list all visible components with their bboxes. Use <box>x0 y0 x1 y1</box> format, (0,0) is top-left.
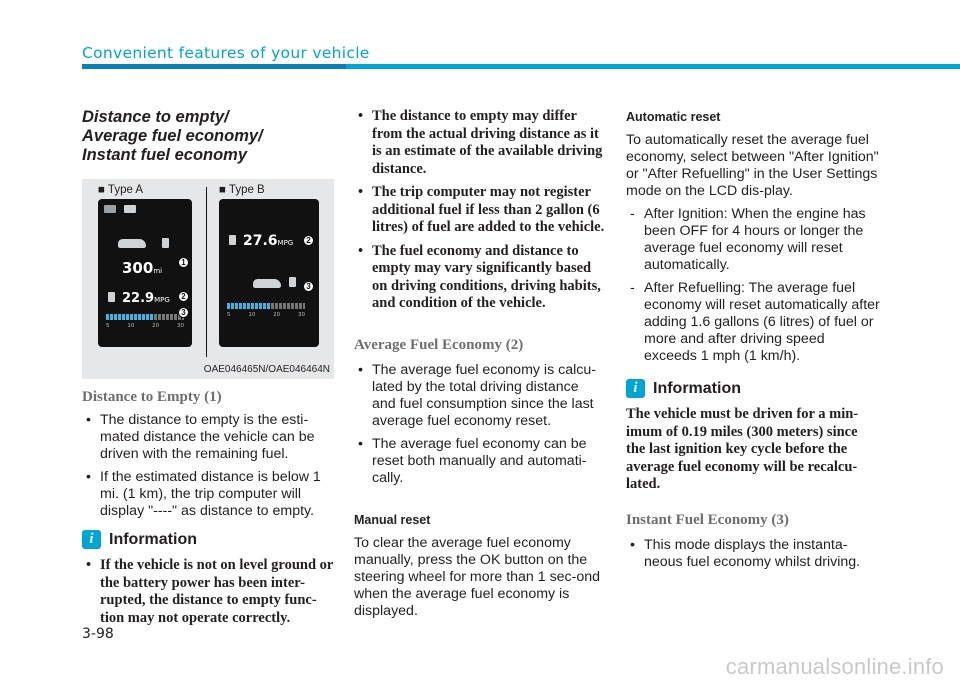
heading-line-3: Instant fuel economy <box>82 146 248 164</box>
average-economy-readout <box>122 291 170 306</box>
information-heading <box>82 530 334 549</box>
list-item: • The fuel economy and distance to empty may vary significantly based on driving conditions, driving habits, and condition of the vehicle. <box>354 243 606 313</box>
callout-2: 2 <box>303 235 314 246</box>
fuel-pump-icon <box>108 292 115 302</box>
manual-reset-heading: Manual reset <box>354 512 431 527</box>
info-icon: i <box>626 379 645 398</box>
tick-label: 5 <box>227 312 231 318</box>
instant-fuel-economy-list <box>626 537 880 571</box>
list-item: • If the vehicle is not on level ground or the battery power has been inter-rupted, the distance to empty func-tion may not operate correctly. <box>82 557 334 627</box>
menu-icon <box>104 205 116 213</box>
cluster-screen-type-a <box>98 199 192 347</box>
column-left <box>82 108 334 633</box>
column-middle <box>354 108 606 620</box>
callout-3: 3 <box>303 281 314 292</box>
instant-economy-bar-fill <box>227 303 270 309</box>
fuel-pump-icon <box>162 238 169 248</box>
car-icon <box>118 239 146 248</box>
information-list <box>82 557 334 627</box>
distance-unit: mi <box>153 267 163 275</box>
figure-caption: OAE046465N/OAE046464N <box>203 364 330 375</box>
information-text: The vehicle must be driven for a min-imum of 0.19 miles (300 meters) since the last ignition key cycle before the average fuel economy will be recalcu-lated. <box>626 406 859 492</box>
average-fuel-economy-list <box>354 362 606 487</box>
cluster-figure <box>82 179 334 379</box>
economy-unit: MPG <box>154 296 170 304</box>
page-heading <box>82 108 334 165</box>
economy-value: 22.9 <box>122 291 155 306</box>
average-economy-readout <box>243 233 293 249</box>
list-item: - After Ignition: When the engine has been OFF for 4 hours or longer the average fuel economy will reset automatically. <box>626 206 880 274</box>
information-heading <box>626 379 880 398</box>
list-item: • This mode displays the instanta-neous fuel economy whilst driving. <box>626 537 880 571</box>
tick-label: 30 <box>176 323 184 329</box>
list-item: • If the estimated distance is below 1 mi. (1 km), the trip computer will display "----" as distance to empty. <box>82 469 334 520</box>
heading-line-2: Average fuel economy/ <box>82 127 263 145</box>
bar-tick-labels <box>227 312 305 318</box>
callout-1: 1 <box>178 257 189 268</box>
distance-to-empty-readout <box>122 259 162 277</box>
tick-label: 20 <box>273 312 281 318</box>
list-item: • The average fuel economy is calcu-lated by the total driving distance and fuel consumption since the last average fuel economy reset. <box>354 362 606 430</box>
type-a-label: ■ Type A <box>98 184 144 196</box>
automatic-reset-heading: Automatic reset <box>626 110 721 124</box>
fuel-pump-icon <box>289 277 296 287</box>
manual-reset-text: To clear the average fuel economy manually, press the OK button on the steering wheel for more than 1 sec-ond when the average fuel economy is displayed. <box>354 534 601 619</box>
tick-label: 30 <box>297 312 305 318</box>
instant-economy-bar <box>227 303 305 309</box>
instant-fuel-economy-heading: Instant Fuel Economy (3) <box>626 511 789 528</box>
callout-2: 2 <box>178 291 189 302</box>
info-icon: i <box>82 530 101 549</box>
tick-label: 20 <box>152 323 160 329</box>
type-b-label: ■ Type B <box>219 184 265 196</box>
figure-divider <box>206 187 207 357</box>
cluster-screen-type-b <box>219 199 319 347</box>
bar-tick-labels <box>106 323 184 329</box>
automatic-reset-list <box>626 206 880 365</box>
distance-value: 300 <box>122 259 154 277</box>
fuel-pump-icon <box>229 235 236 245</box>
car-icon <box>253 279 281 288</box>
list-item: • The average fuel economy can be reset both manually and automati-cally. <box>354 436 606 487</box>
list-item: • The distance to empty is the esti-mated distance the vehicle can be driven with the remaining fuel. <box>82 412 334 463</box>
average-fuel-economy-heading: Average Fuel Economy (2) <box>354 336 524 353</box>
column-right <box>626 108 880 577</box>
trip-icon <box>124 205 136 213</box>
tick-label: 5 <box>106 323 110 329</box>
information-label: Information <box>109 530 197 548</box>
economy-unit: MPG <box>277 239 294 247</box>
page-number: 3-98 <box>82 626 114 642</box>
notes-list <box>354 108 606 313</box>
automatic-reset-text: To automatically reset the average fuel economy, select between "After Ignition" or "After Refuelling" in the User Settings mode on the LCD dis-play. <box>626 132 879 199</box>
callout-3: 3 <box>178 307 189 318</box>
heading-line-1: Distance to empty/ <box>82 108 229 126</box>
tick-label: 10 <box>248 312 256 318</box>
list-item: • The trip computer may not register additional fuel if less than 2 gallon (6 litres) of fuel are added to the vehicle. <box>354 184 606 237</box>
instant-economy-bar <box>106 314 184 320</box>
information-label: Information <box>653 379 741 397</box>
list-item: • The distance to empty may differ from the actual driving distance as it is an estimate of the available driving distance. <box>354 108 606 178</box>
distance-to-empty-heading: Distance to Empty (1) <box>82 389 222 405</box>
instant-economy-bar-fill <box>106 314 154 320</box>
section-title: Convenient features of your vehicle <box>82 44 370 62</box>
economy-value: 27.6 <box>243 233 278 249</box>
header-rule-accent <box>82 64 346 69</box>
watermark: carmanualsonline.info <box>725 654 944 679</box>
list-item: - After Refuelling: The average fuel economy will reset automatically after adding 1.6 gallons (6 litres) of fuel or more and after driving speed exceeds 1 mph (1 km/h). <box>626 280 880 365</box>
distance-to-empty-list <box>82 412 334 520</box>
tick-label: 10 <box>127 323 135 329</box>
